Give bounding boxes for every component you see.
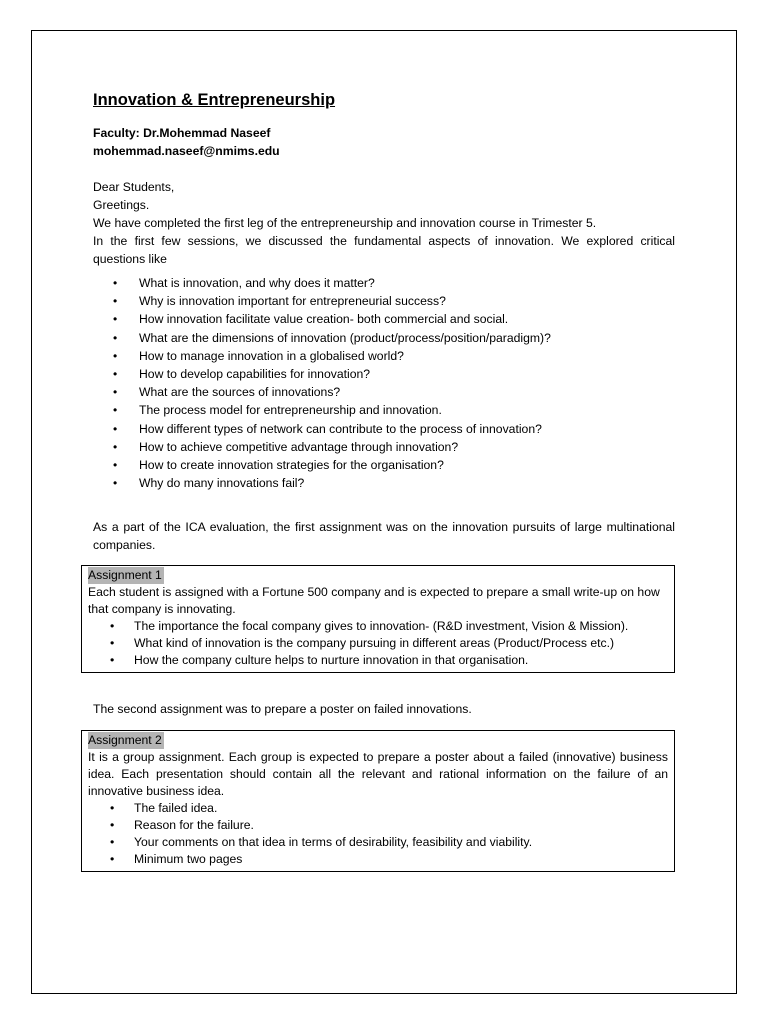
greeting: Greetings. bbox=[93, 198, 150, 212]
list-item: • How the company culture helps to nurture innovation in that organisation. bbox=[110, 653, 529, 668]
bullet-icon: • bbox=[110, 818, 115, 833]
bullet-icon: • bbox=[113, 367, 118, 382]
list-item: • The process model for entrepreneurship and innovation. bbox=[93, 401, 675, 419]
bullet-icon: • bbox=[113, 330, 118, 345]
ica-paragraph: As a part of the ICA evaluation, the first assignment was on the innovation pursuits of large multinational companies. bbox=[93, 520, 675, 553]
intro-line-2: In the first few sessions, we discussed the fundamental aspects of innovation. We explored critical questions like bbox=[93, 234, 675, 266]
intro-line-1: We have completed the first leg of the entrepreneurship and innovation course in Trimester 5. bbox=[93, 216, 597, 230]
bullet-icon: • bbox=[113, 458, 118, 473]
list-item: • How to manage innovation in a globalised world? bbox=[93, 347, 675, 365]
list-item: • Minimum two pages bbox=[110, 852, 243, 867]
bullet-icon: • bbox=[113, 294, 118, 309]
document-body bbox=[88, 90, 675, 872]
second-assignment-line: The second assignment was to prepare a poster on failed innovations. bbox=[93, 702, 472, 717]
list-item: • What are the sources of innovations? bbox=[93, 383, 675, 401]
questions-list bbox=[93, 274, 675, 492]
list-item: • What kind of innovation is the company pursuing in different areas (Product/Process etc.) bbox=[110, 636, 615, 651]
bullet-icon: • bbox=[113, 348, 118, 363]
assignment-1-heading: Assignment 1 bbox=[88, 568, 162, 583]
assignment-1-box bbox=[81, 565, 675, 673]
bullet-icon: • bbox=[110, 801, 115, 816]
list-item: • What are the dimensions of innovation (product/process/position/paradigm)? bbox=[93, 329, 675, 347]
assignment-2-body: It is a group assignment. Each group is expected to prepare a poster about a failed (innovative) business idea. Each presentation should contain all the relevant and rational information on the failure of an innovative business idea. bbox=[88, 750, 668, 799]
list-item: • Why is innovation important for entrepreneurial success? bbox=[93, 292, 675, 310]
bullet-icon: • bbox=[113, 421, 118, 436]
document-title: Innovation & Entrepreneurship bbox=[93, 91, 336, 109]
assignment-1-list bbox=[88, 618, 668, 669]
faculty-name: Faculty: Dr.Mohemmad Naseef bbox=[93, 126, 271, 140]
salutation: Dear Students, bbox=[93, 180, 175, 194]
bullet-icon: • bbox=[113, 476, 118, 491]
list-item: • How to develop capabilities for innovation? bbox=[93, 365, 675, 383]
bullet-icon: • bbox=[110, 835, 115, 850]
bullet-icon: • bbox=[113, 385, 118, 400]
assignment-2-heading: Assignment 2 bbox=[88, 733, 162, 748]
list-item: • The importance the focal company gives to innovation- (R&D investment, Vision & Mission). bbox=[110, 619, 629, 634]
list-item: • How to achieve competitive advantage through innovation? bbox=[93, 438, 675, 456]
bullet-icon: • bbox=[110, 636, 115, 651]
list-item: • How to create innovation strategies for the organisation? bbox=[93, 456, 675, 474]
list-item: • Reason for the failure. bbox=[110, 818, 254, 833]
assignment-2-box bbox=[81, 730, 675, 872]
assignment-1-body: Each student is assigned with a Fortune 500 company and is expected to prepare a small write-up on how that company is innovating. bbox=[88, 585, 660, 617]
bullet-icon: • bbox=[113, 403, 118, 418]
faculty-email: mohemmad.naseef@nmims.edu bbox=[93, 144, 280, 158]
bullet-icon: • bbox=[110, 852, 115, 867]
list-item: • How different types of network can contribute to the process of innovation? bbox=[93, 420, 675, 438]
bullet-icon: • bbox=[110, 653, 115, 668]
list-item: • Why do many innovations fail? bbox=[93, 474, 675, 492]
spacer bbox=[93, 160, 675, 178]
list-item: • How innovation facilitate value creation- both commercial and social. bbox=[93, 310, 675, 328]
list-item: • What is innovation, and why does it matter? bbox=[93, 274, 675, 292]
list-item: • Your comments on that idea in terms of desirability, feasibility and viability. bbox=[110, 835, 533, 850]
bullet-icon: • bbox=[110, 619, 115, 634]
bullet-icon: • bbox=[113, 312, 118, 327]
assignment-2-list bbox=[88, 800, 668, 868]
bullet-icon: • bbox=[113, 276, 118, 290]
bullet-icon: • bbox=[113, 439, 118, 454]
list-item: • The failed idea. bbox=[110, 801, 218, 816]
